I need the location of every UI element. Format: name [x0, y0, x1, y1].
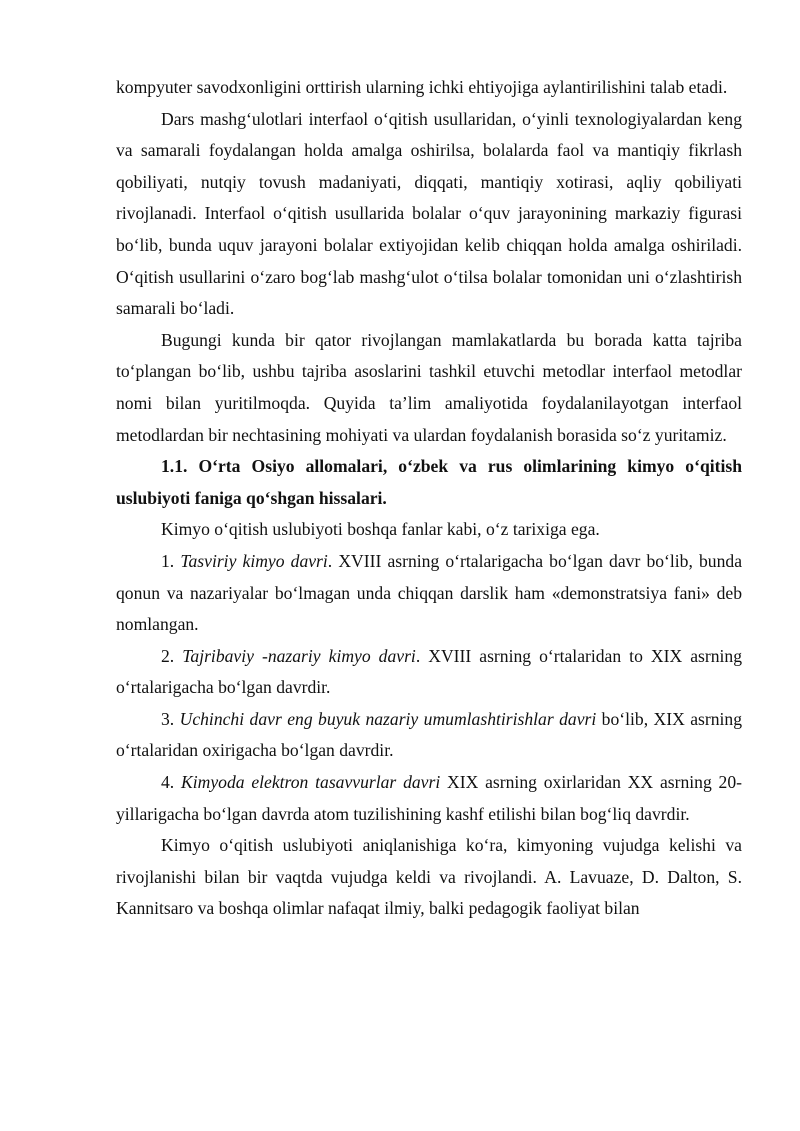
list-item-number: 3. [161, 708, 180, 729]
list-item-text: bo‘lib, XIX asrning o‘rtalaridan oxirigacha bo‘lgan davrdir. [116, 708, 743, 761]
paragraph-interactive-methods: Dars mashg‘ulotlari interfaol o‘qitish usullaridan, o‘yinli texnologiyalardan keng va samarali foydalangan holda amalga oshirilsa, bolalarda faol va mantiqiy fikrlash qobiliyati, nutqiy tovush madaniyati, diqqati, mantiqiy xotirasi, aqliy qobiliyati rivojlanadi. Interfaol o‘qitish usullarida bolalar o‘quv jarayonining markaziy figurasi bo‘lib, bunda uquv jarayoni bolalar extiyojidan kelib chiqqan holda amalga oshiriladi. O‘qitish usullarini o‘zaro bog‘lab mashg‘ulot o‘tilsa bolalar tomonidan uni o‘zlashtirish samarali bo‘ladi. [116, 108, 742, 319]
section-heading: 1.1. O‘rta Osiyo allomalari, o‘zbek va rus olimlarining kimyo o‘qitish uslubiyoti faniga qo‘shgan hissalari. [116, 456, 742, 508]
paragraph-methodology-origin: Kimyo o‘qitish uslubiyoti aniqlanishiga ko‘ra, kimyoning vujudga kelishi va rivojlanishi bilan bir vaqtda vujudga keldi va rivojlandi. A. Lavuaze, D. Dalton, S. Kannitsaro va boshqa olimlar nafaqat ilmiy, balki pedagogik faoliyat bilan [116, 835, 742, 919]
list-item-text: XIX asrning oxirlaridan XX asrning 20- yillarigacha bo‘lgan davrda atom tuzilishining kashf etilishi bilan bog‘liq davrdir. [116, 772, 742, 824]
list-item-number: 1. [161, 550, 181, 571]
list-item-title: Kimyoda elektron tasavvurlar davri [181, 772, 441, 793]
paragraph-history-intro: Kimyo o‘qitish uslubiyoti boshqa fanlar kabi, o‘z tarixiga ega. [161, 519, 600, 540]
list-item-title: Tajribaviy -nazariy kimyo davri [182, 645, 416, 666]
paragraph-international-experience: Bugungi kunda bir qator rivojlangan mamlakatlarda bu borada katta tajriba to‘plangan bo‘lib, ushbu tajriba asoslarini tashkil etuvchi metodlar interfaol metodlar nomi bilan yuritilmoqda. Quyida ta’lim amaliyotida foydalanilayotgan interfaol metodlardan bir nechtasining mohiyati va ulardan foydalanish borasida so‘z yuritamiz. [116, 329, 742, 445]
list-item-text: . XVIII asrning o‘rtalaridan to XIX asrning o‘rtalarigacha bo‘lgan davrdir. [116, 645, 742, 698]
list-item-period-1 [116, 546, 742, 641]
list-item-title: Uchinchi davr eng buyuk nazariy umumlashtirishlar davri [179, 708, 597, 729]
list-item-text: . XVIII asrning o‘rtalarigacha bo‘lgan davr bo‘lib, bunda qonun va nazariyalar bo‘lmagan unda chiqqan darslik ham «demonstratsiya fani» deb nomlangan. [116, 550, 742, 635]
list-item-number: 4. [161, 772, 182, 793]
document-page [116, 72, 742, 925]
list-item-period-4 [116, 767, 742, 830]
list-item-period-2 [116, 641, 742, 704]
list-item-number: 2. [161, 645, 183, 666]
list-item-period-3 [116, 704, 742, 767]
paragraph-continuation: kompyuter savodxonligini orttirish ularning ichki ehtiyojiga aylantirilishini talab etadi. [116, 77, 728, 97]
list-item-title: Tasviriy kimyo davri [180, 550, 328, 571]
